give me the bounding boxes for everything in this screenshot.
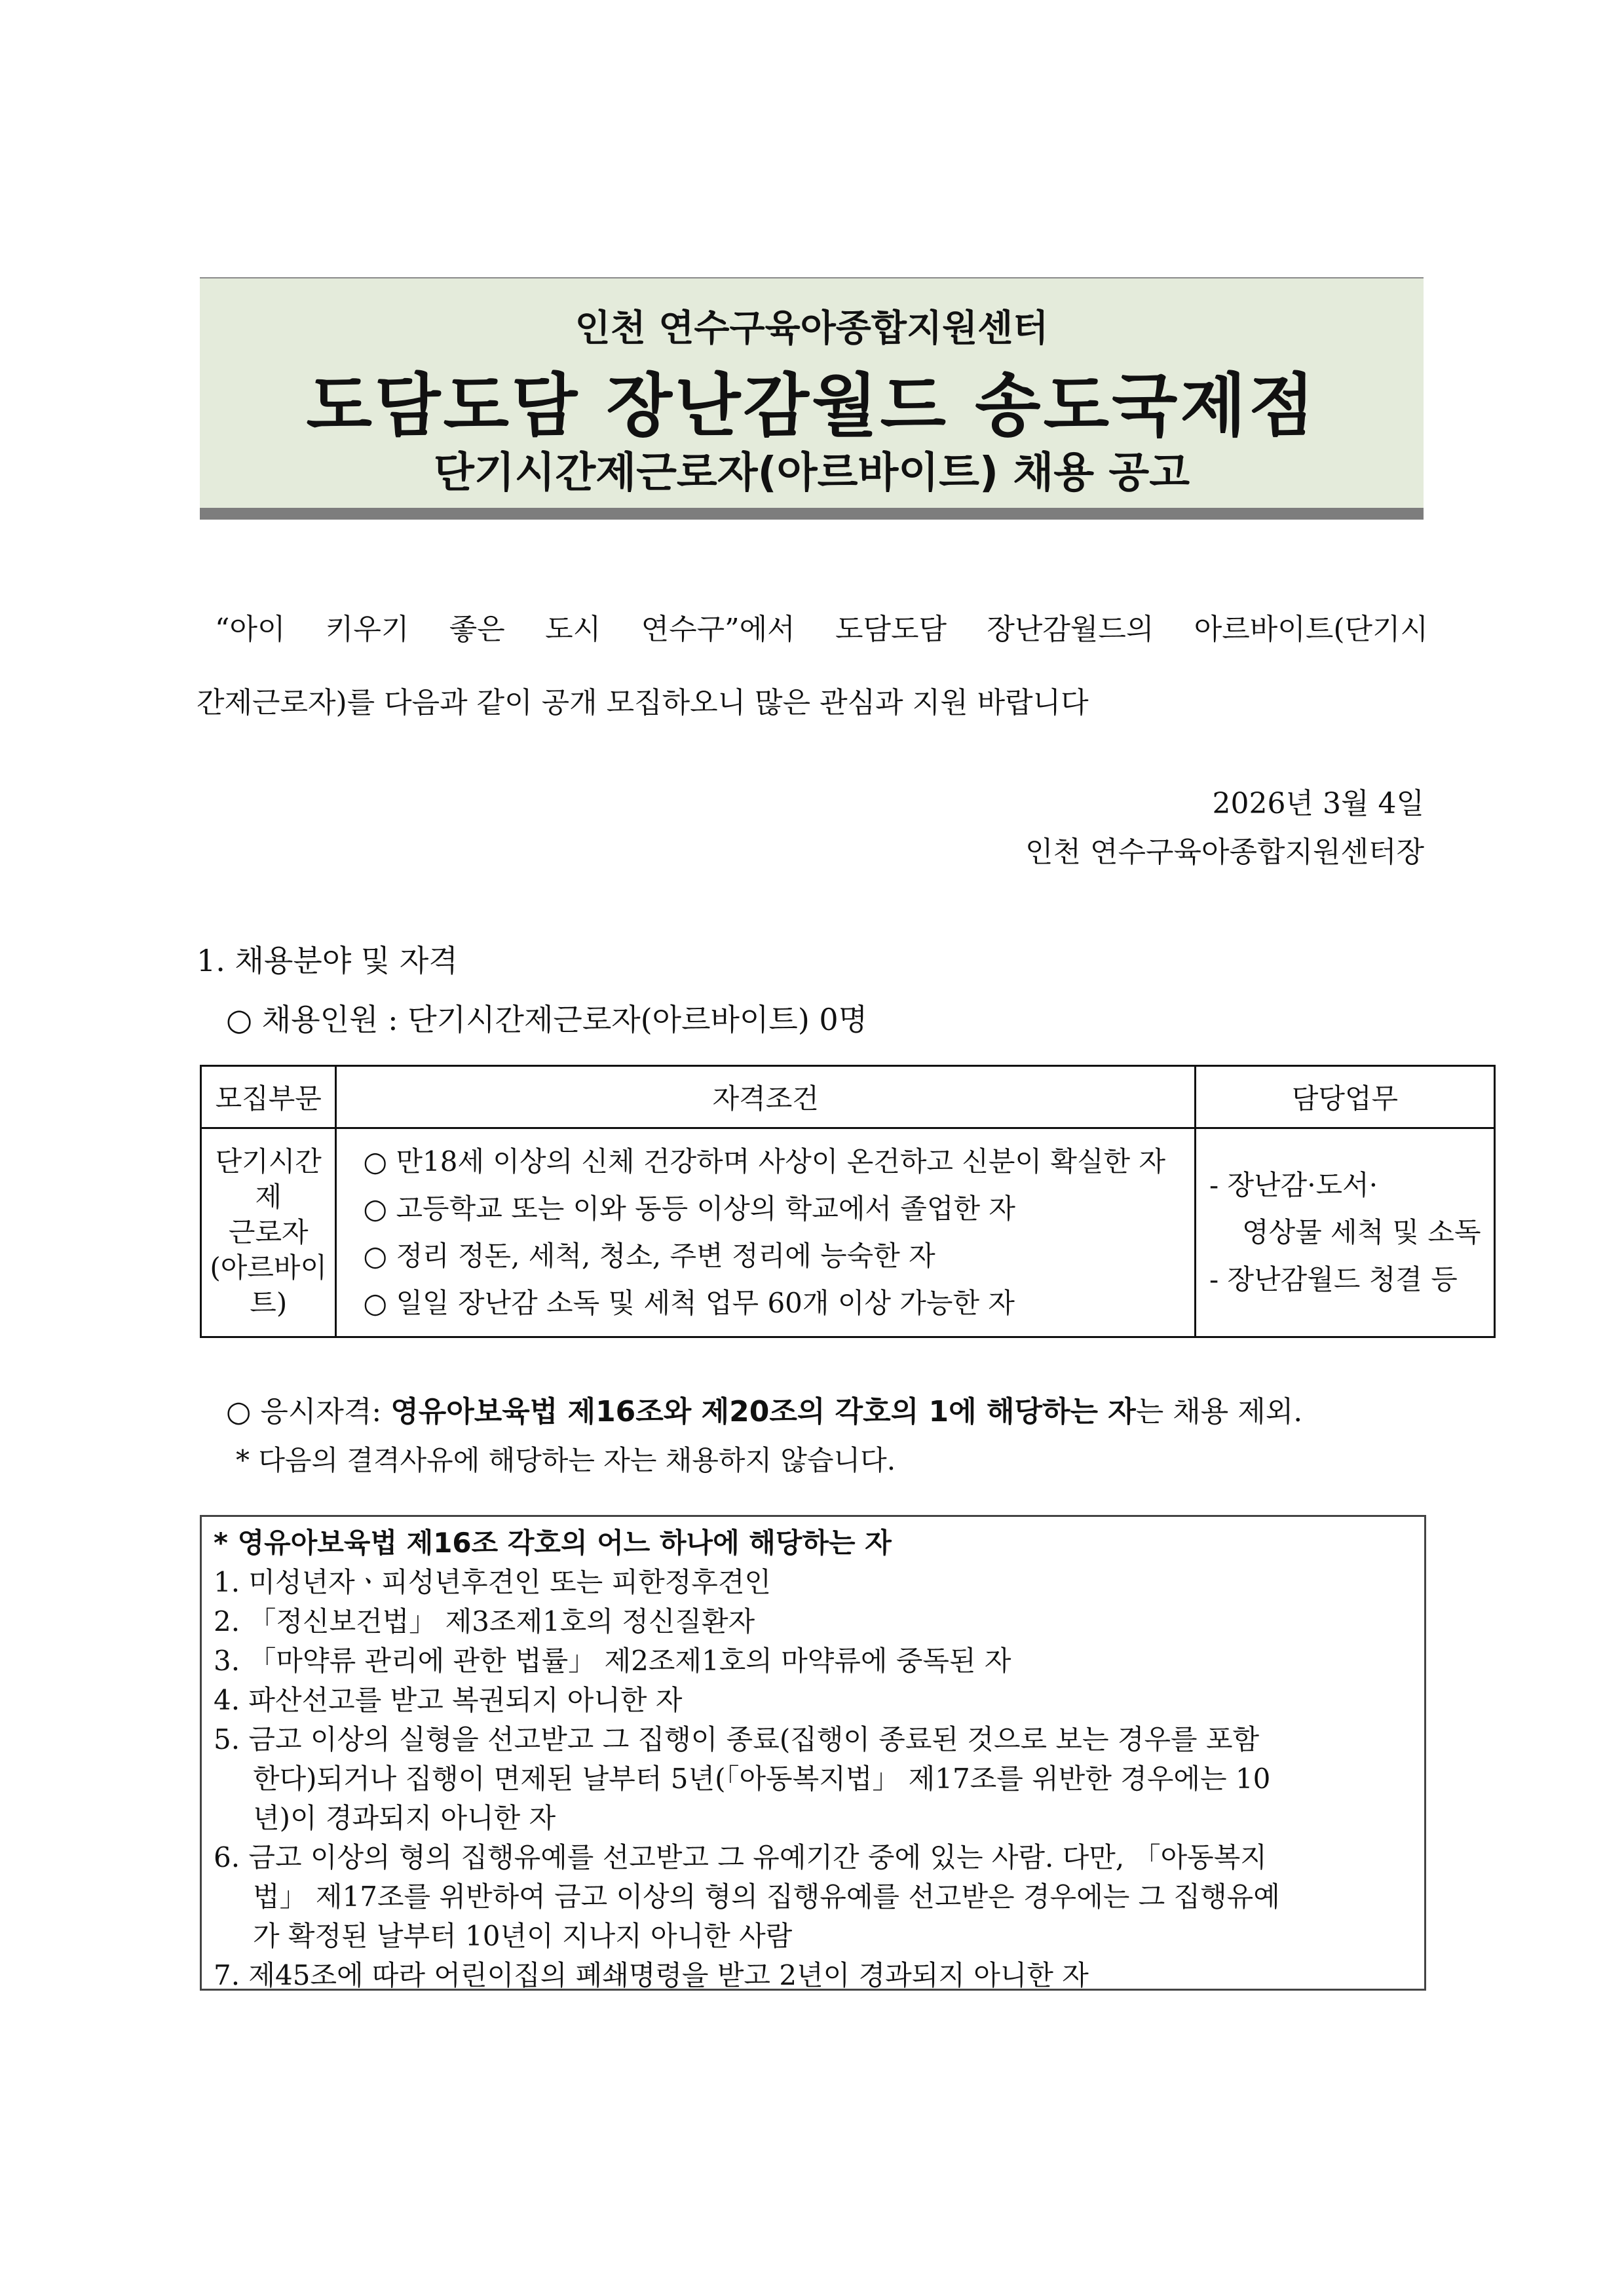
sub-title: 단기시간제근로자(아르바이트) 채용 공고 [433,449,1190,497]
eligibility-bold: 영유아보육법 제16조와 제20조의 각호의 1에 해당하는 자 [390,1395,1136,1428]
duty-item: 영상물 세척 및 소독 [1241,1216,1481,1248]
duty-item: - 장난감월드 청결 등 [1209,1263,1458,1295]
disqualification-note: * 다음의 결격사유에 해당하는 자는 채용하지 않습니다. [236,1444,896,1476]
issuer: 인천 연수구육아종합지원센터장 [1025,835,1424,869]
intro-line-1: “아이 키우기 좋은 도시 연수구”에서 도담도담 장난감월드의 아르바이트(단기시 [215,613,1428,646]
category-line: (아르바이트) [210,1252,328,1319]
list-item: 3. 「마약류 관리에 관한 법률」 제2조제1호의 마약류에 중독된 자 [214,1645,1011,1677]
list-item-continued: 법」 제17조를 위반하여 금고 이상의 형의 집행유예를 선고받은 경우에는 그 집행유예 [253,1881,1280,1913]
header-qualification: 자격조건 [336,1066,1195,1128]
recruit-count: ○ 채용인원 : 단기시간제근로자(아르바이트) 0명 [226,1002,868,1037]
header-duty: 담당업무 [1195,1066,1494,1128]
qualification-item: ○ 고등학교 또는 이와 동등 이상의 학교에서 졸업한 자 [363,1193,1015,1225]
list-item: 2. 「정신보건법」 제3조제1호의 정신질환자 [214,1605,755,1637]
list-item: 1. 미성년자ㆍ피성년후견인 또는 피한정후견인 [214,1566,771,1598]
list-item: 4. 파산선고를 받고 복권되지 아니한 자 [214,1684,683,1716]
category-line: 단기시간제 [215,1145,322,1213]
list-item: 6. 금고 이상의 형의 집행유예를 선고받고 그 유예기간 중에 있는 사람. 다만, 「아동복지 [214,1841,1267,1873]
list-item-continued: 년)이 경과되지 아니한 자 [253,1802,556,1834]
section-heading: 1. 채용분야 및 자격 [197,943,458,978]
qualification-cell [336,1128,1195,1337]
title-banner [200,277,1424,509]
list-item: 7. 제45조에 따라 어린이집의 폐쇄명령을 받고 2년이 경과되지 아니한 자 [214,1959,1089,1991]
eligibility-prefix: ○ 응시자격: [226,1395,391,1428]
intro-paragraph [197,593,1428,740]
table-header-row [201,1066,1495,1128]
list-item-continued: 가 확정된 날부터 10년이 지나지 아니한 사람 [253,1920,793,1952]
announcement-date: 2026년 3월 4일 [1212,787,1424,820]
qualification-item: ○ 정리 정돈, 세척, 청소, 주변 정리에 능숙한 자 [363,1240,935,1272]
recruitment-table [200,1065,1496,1338]
header-category: 모집부문 [201,1066,336,1128]
qualification-item: ○ 일일 장난감 소독 및 세척 업무 60개 이상 가능한 자 [363,1287,1015,1319]
category-line: 근로자 [228,1216,309,1248]
eligibility-line [226,1388,1302,1430]
category-cell [201,1128,336,1337]
banner-underline [200,508,1424,520]
org-title: 인천 연수구육아종합지원센터 [575,307,1049,350]
main-title: 도담도담 장난감월드 송도국제점 [306,366,1317,446]
list-item: 5. 금고 이상의 실형을 선고받고 그 집행이 종료(집행이 종료된 것으로 보는 경우를 포함 [214,1723,1260,1755]
disqualification-header: * 영유아보육법 제16조 각호의 어느 하나에 해당하는 자 [214,1527,892,1559]
intro-line-2: 간제근로자)를 다음과 같이 공개 모집하오니 많은 관심과 지원 바랍니다 [197,686,1089,719]
table-row [201,1128,1495,1337]
disqualification-box [200,1515,1426,1991]
qualification-item: ○ 만18세 이상의 신체 건강하며 사상이 온건하고 신분이 확실한 자 [363,1145,1166,1177]
eligibility-suffix: 는 채용 제외. [1135,1395,1303,1428]
list-item-continued: 한다)되거나 집행이 면제된 날부터 5년(「아동복지법」 제17조를 위반한 경우에는 10 [253,1763,1271,1795]
duty-cell [1195,1128,1494,1337]
duty-item: - 장난감·도서· [1209,1169,1378,1201]
